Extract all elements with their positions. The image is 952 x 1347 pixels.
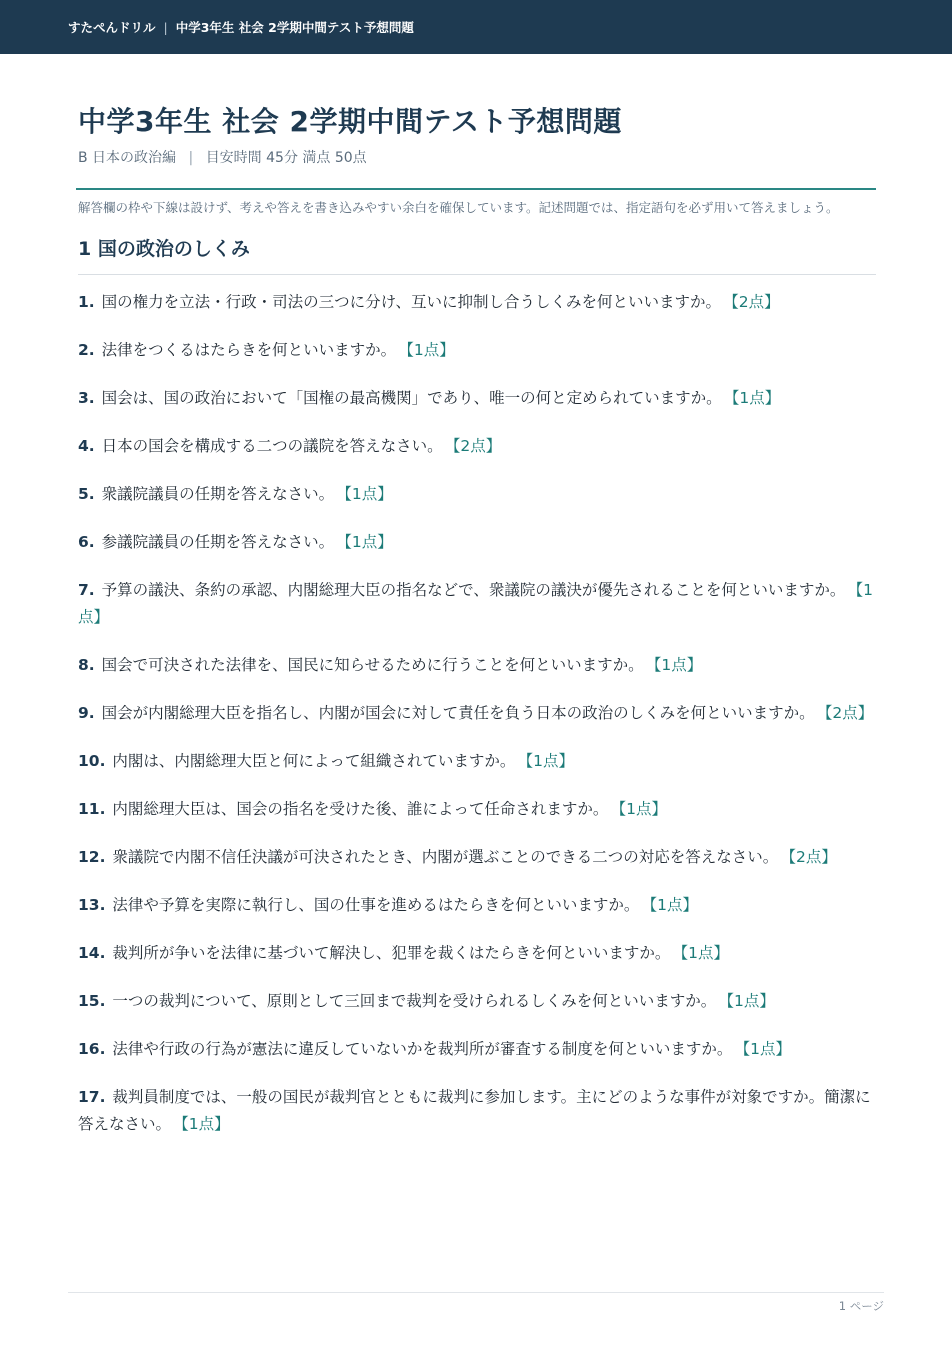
question-item bbox=[78, 529, 876, 556]
question-number: 2. bbox=[78, 341, 95, 359]
footer-divider bbox=[68, 1292, 884, 1293]
brand-name: すたぺんドリル bbox=[68, 20, 156, 35]
question-text: 日本の国会を構成する二つの議院を答えなさい。 bbox=[101, 437, 443, 455]
header-title: 中学3年生 社会 2学期中間テスト予想問題 bbox=[175, 20, 414, 35]
question-list bbox=[78, 289, 876, 1138]
question-points: 【1点】 bbox=[649, 896, 699, 914]
question-number: 1. bbox=[78, 293, 95, 311]
question-text: 裁判所が争いを法律に基づいて解決し、犯罪を裁くはたらきを何といいますか。 bbox=[112, 944, 671, 962]
page-number: 1 ページ bbox=[838, 1299, 884, 1313]
question-item bbox=[78, 433, 876, 460]
question-points: 【2点】 bbox=[824, 704, 874, 722]
question-text: 参議院議員の任期を答えなさい。 bbox=[101, 533, 335, 551]
question-number: 8. bbox=[78, 656, 95, 674]
question-text: 裁判員制度では、一般の国民が裁判官とともに裁判に参加します。主にどのような事件が対象ですか。簡潔に答えなさい。 bbox=[78, 1088, 871, 1133]
question-item bbox=[78, 700, 876, 727]
question-text: 法律や行政の行為が憲法に違反していないかを裁判所が審査する制度を何といいますか。 bbox=[112, 1040, 733, 1058]
question-number: 11. bbox=[78, 800, 106, 818]
question-item bbox=[78, 481, 876, 508]
question-points: 【1点】 bbox=[742, 1040, 792, 1058]
question-text: 内閣は、内閣総理大臣と何によって組織されていますか。 bbox=[112, 752, 516, 770]
question-points: 【1点】 bbox=[181, 1115, 230, 1133]
question-item bbox=[78, 337, 876, 364]
question-number: 6. bbox=[78, 533, 95, 551]
question-points: 【1点】 bbox=[618, 800, 668, 818]
question-points: 【1点】 bbox=[525, 752, 575, 770]
question-points: 【1点】 bbox=[78, 581, 873, 626]
question-points: 【1点】 bbox=[344, 485, 393, 503]
subtitle-separator: | bbox=[188, 150, 194, 166]
question-text: 衆議院議員の任期を答えなさい。 bbox=[101, 485, 335, 503]
question-item bbox=[78, 1084, 876, 1138]
unit-label: B 日本の政治編 bbox=[78, 150, 177, 166]
question-item bbox=[78, 796, 876, 823]
question-item bbox=[78, 940, 876, 967]
question-text: 衆議院で内閣不信任決議が可決されたとき、内閣が選ぶことのできる二つの対応を答えなさい。 bbox=[112, 848, 779, 866]
title-divider bbox=[76, 188, 876, 190]
question-points: 【1点】 bbox=[731, 389, 781, 407]
question-number: 16. bbox=[78, 1040, 106, 1058]
question-points: 【1点】 bbox=[726, 992, 775, 1010]
question-points: 【1点】 bbox=[344, 533, 393, 551]
question-points: 【2点】 bbox=[731, 293, 780, 311]
question-item bbox=[78, 289, 876, 316]
question-text: 内閣総理大臣は、国会の指名を受けた後、誰によって任命されますか。 bbox=[112, 800, 609, 818]
question-item bbox=[78, 652, 876, 679]
instruction-note: 解答欄の枠や下線は設けず、考えや答えを書き込みやすい余白を確保しています。記述問題では、指定語句を必ず用いて答えましょう。 bbox=[78, 200, 839, 215]
question-number: 9. bbox=[78, 704, 95, 722]
question-item bbox=[78, 577, 876, 631]
question-text: 国会は、国の政治において「国権の最高機関」であり、唯一の何と定められていますか。 bbox=[101, 389, 722, 407]
page-title: 中学3年生 社会 2学期中間テスト予想問題 bbox=[78, 105, 622, 138]
question-item bbox=[78, 748, 876, 775]
question-text: 法律や予算を実際に執行し、国の仕事を進めるはたらきを何といいますか。 bbox=[112, 896, 640, 914]
question-number: 10. bbox=[78, 752, 106, 770]
question-points: 【1点】 bbox=[406, 341, 455, 359]
question-number: 12. bbox=[78, 848, 106, 866]
question-number: 3. bbox=[78, 389, 95, 407]
question-text: 国会で可決された法律を、国民に知らせるために行うことを何といいますか。 bbox=[101, 656, 644, 674]
top-header-bar bbox=[0, 0, 952, 54]
section-title: 1 国の政治のしくみ bbox=[78, 234, 876, 275]
question-text: 予算の議決、条約の承認、内閣総理大臣の指名などで、衆議院の議決が優先されることを何といいますか。 bbox=[101, 581, 846, 599]
question-number: 7. bbox=[78, 581, 95, 599]
question-points: 【1点】 bbox=[680, 944, 730, 962]
page-subtitle bbox=[78, 148, 876, 168]
worksheet-content bbox=[78, 100, 876, 1159]
question-number: 5. bbox=[78, 485, 95, 503]
question-item bbox=[78, 988, 876, 1015]
question-number: 14. bbox=[78, 944, 106, 962]
question-points: 【2点】 bbox=[452, 437, 502, 455]
question-item bbox=[78, 385, 876, 412]
question-text: 法律をつくるはたらきを何といいますか。 bbox=[101, 341, 397, 359]
question-text: 一つの裁判について、原則として三回まで裁判を受けられるしくみを何といいますか。 bbox=[112, 992, 717, 1010]
question-number: 15. bbox=[78, 992, 106, 1010]
question-item bbox=[78, 1036, 876, 1063]
time-and-score: 目安時間 45分 満点 50点 bbox=[205, 150, 367, 166]
question-points: 【2点】 bbox=[788, 848, 837, 866]
question-number: 17. bbox=[78, 1088, 106, 1106]
question-item bbox=[78, 844, 876, 871]
question-points: 【1点】 bbox=[653, 656, 703, 674]
question-number: 13. bbox=[78, 896, 106, 914]
question-number: 4. bbox=[78, 437, 95, 455]
header-separator: | bbox=[163, 19, 168, 35]
question-item bbox=[78, 892, 876, 919]
question-text: 国の権力を立法・行政・司法の三つに分け、互いに抑制し合うしくみを何といいますか。 bbox=[101, 293, 722, 311]
question-text: 国会が内閣総理大臣を指名し、内閣が国会に対して責任を負う日本の政治のしくみを何といいますか。 bbox=[101, 704, 815, 722]
